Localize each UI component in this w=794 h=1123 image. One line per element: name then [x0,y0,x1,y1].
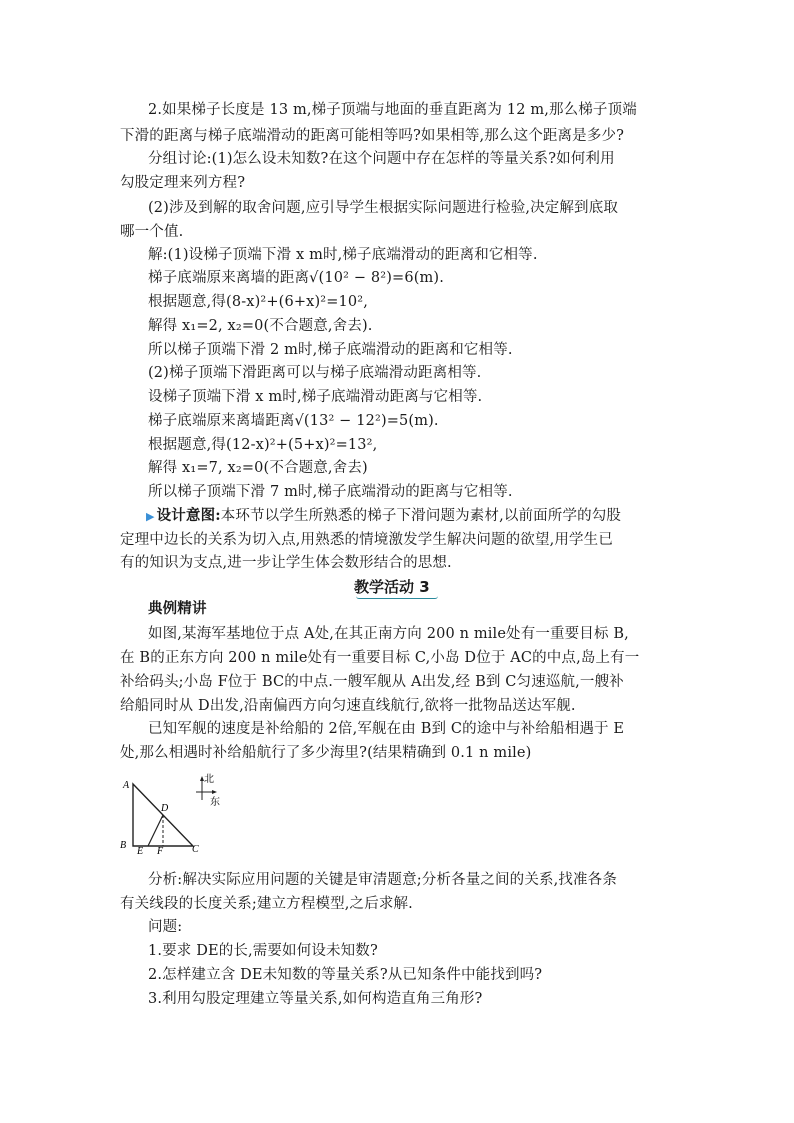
text-line: 梯子底端原来离墙的距离√(10² − 8²)=6(m). [148,270,444,286]
text-line: 在 B的正东方向 200 n mile处有一重要目标 C,小岛 D位于 AC的中点,岛上有一 [120,650,640,666]
text-line: 分析:解决实际应用问题的关键是审清题意;分析各量之间的关系,找准各条 [148,872,617,888]
text-line: 解:(1)设梯子顶端下滑 x m时,梯子底端滑动的距离和它相等. [148,247,538,263]
label-f: F [157,846,164,857]
geometry-figure [115,768,235,858]
text-line: 定理中边长的关系为切入点,用熟悉的情境激发学生解决问题的欲望,用学生已 [120,532,613,548]
text-line: 根据题意,得(8-x)²+(6+x)²=10², [148,294,368,310]
subheading: 典例精讲 [148,600,207,617]
text-line: 所以梯子顶端下滑 2 m时,梯子底端滑动的距离和它相等. [148,342,513,358]
text-line: 2.怎样建立含 DE未知数的等量关系?从已知条件中能找到吗? [148,967,543,983]
text-line: 给船同时从 D出发,沿南偏西方向匀速直线航行,欲将一批物品送达军舰. [120,698,576,714]
text-line: 补给码头;小岛 F位于 BC的中点.一艘军舰从 A出发,经 B到 C匀速巡航,一艘补 [120,674,624,690]
triangle-bullet-icon: ▶ [146,510,155,523]
text-line: 所以梯子顶端下滑 7 m时,梯子底端滑动的距离与它相等. [148,484,513,500]
text-line: 问题: [148,919,183,935]
label-north: 北 [204,774,214,785]
compass-east-arrow [212,790,217,794]
text-line: 解得 x₁=2, x₂=0(不合题意,舍去). [148,318,373,334]
text-line: 处,那么相遇时补给船航行了多少海里?(结果精确到 0.1 n mile) [120,745,532,761]
design-intent-label: 设计意图: [156,507,221,524]
label-b: B [120,840,127,851]
text-line: 梯子底端原来离墙距离√(13² − 12²)=5(m). [148,413,439,429]
text-line: (2)梯子顶端下滑距离可以与梯子底端滑动距离相等. [148,365,482,381]
text-line: 哪一个值. [120,224,184,240]
label-east: 东 [210,797,220,808]
section-heading: 教学活动 3 [354,578,430,596]
text-line: 设梯子顶端下滑 x m时,梯子底端滑动距离与它相等. [148,389,483,405]
label-a: A [123,780,130,791]
text-line: 2.如果梯子长度是 13 m,梯子顶端与地面的垂直距离为 12 m,那么梯子顶端 [148,102,637,118]
text-line: 有关线段的长度关系;建立方程模型,之后求解. [120,896,413,912]
text-line: 勾股定理来列方程? [120,175,246,191]
text-line: (2)涉及到解的取舍问题,应引导学生根据实际问题进行检验,决定解到底取 [148,200,619,216]
text-line: 分组讨论:(1)怎么设未知数?在这个问题中存在怎样的等量关系?如何利用 [148,151,615,167]
label-c: C [192,844,199,855]
text-line: 3.利用勾股定理建立等量关系,如何构造直角三角形? [148,991,483,1007]
design-intent-line [146,506,706,527]
text-line: 1.要求 DE的长,需要如何设未知数? [148,943,378,959]
text-line: 已知军舰的速度是补给船的 2倍,军舰在由 B到 C的途中与补给船相遇于 E [148,721,625,737]
text-line: 解得 x₁=7, x₂=0(不合题意,舍去) [148,460,368,476]
text-line: 根据题意,得(12-x)²+(5+x)²=13², [148,437,378,453]
design-intent-text: 本环节以学生所熟悉的梯子下滑问题为素材,以前面所学的勾股 [220,508,622,524]
text-line: 下滑的距离与梯子底端滑动的距离可能相等吗?如果相等,那么这个距离是多少? [120,128,625,144]
text-line: 如图,某海军基地位于点 A处,在其正南方向 200 n mile处有一重要目标 B, [148,626,629,642]
label-d: D [161,803,169,814]
text-line: 有的知识为支点,进一步让学生体会数形结合的思想. [120,555,452,571]
label-e: E [137,846,144,857]
